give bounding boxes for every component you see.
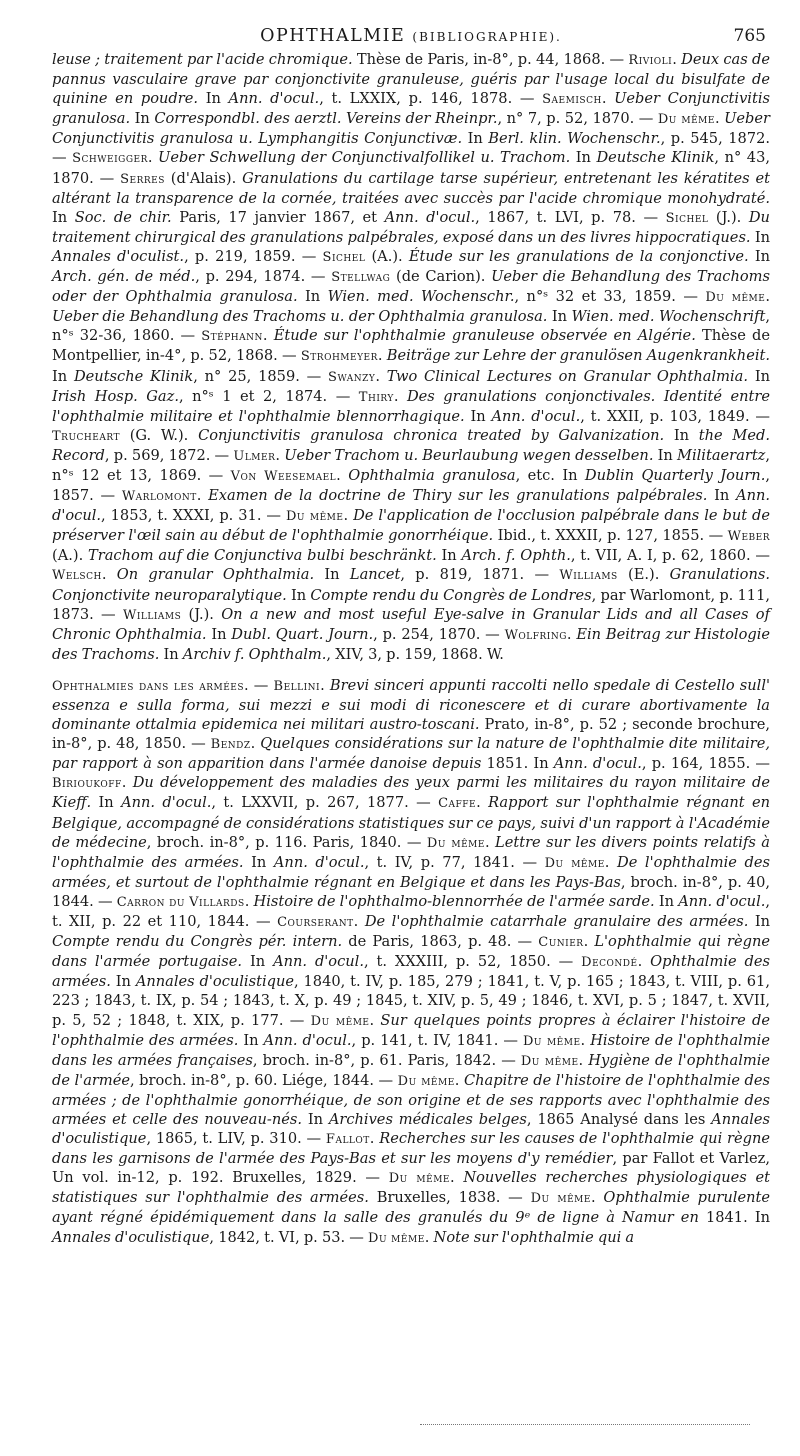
reference-text: . [336, 466, 349, 484]
title-text: Two Clinical Lectures on Granular Ophthalmia. [386, 367, 755, 385]
title-text: Ueber Conjunctivitis granulosa u. Lymphangitis Conjunctivæ. [52, 110, 771, 148]
title-text: Arch. f. Ophth. [461, 547, 571, 565]
title-text: Annales d'oculistique [52, 1228, 210, 1246]
reference-text: , p. 164, 1855. — [641, 755, 770, 773]
title-text: Ueber Schwellung der Conjunctivalfollikel u. Trachom. [158, 149, 576, 167]
title-text: Recherches sur les causes de l'ophthalmie qui règne dans les garnisons de l'armée des Pays-Bas et sur les moyens d'y remédier [52, 1130, 771, 1168]
title-text: Irish Hosp. Gaz. [52, 387, 179, 405]
title-text: Dubl. Quart. Journ. [231, 625, 374, 643]
reference-text: , t. VII, A. I, p. 62, 1860. — [570, 547, 771, 565]
reference-text: In [205, 90, 229, 108]
title-text: Ann. d'ocul. [491, 407, 581, 425]
reference-text: , 1867, t. LVI, p. 78. — [475, 208, 666, 226]
reference-text: . [578, 1051, 589, 1069]
reference-text: . [196, 487, 209, 505]
reference-text: In [714, 487, 737, 505]
reference-text: . [476, 794, 489, 812]
title-text: Étude sur l'ophthalmie granuleuse observée en Algérie. [273, 327, 702, 345]
title-text: Chapitre de l'histoire de l'ophthalmie des armées ; de l'ophthalmie gonorrhéique, de son origine et de ses rapports avec l'ophthalmie des armées et celle des nouveau-nés. [52, 1071, 771, 1128]
reference-text: , p. 294, 1874. — [195, 268, 332, 286]
author-name: Ophthalmies dans les armées [52, 678, 245, 694]
reference-text: In [243, 1031, 264, 1049]
title-text: Trachom auf die Conjunctiva bulbi beschränkt. [87, 547, 442, 565]
author-name: Welsch [52, 568, 102, 584]
title-text: Lancet [349, 566, 401, 584]
reference-text: In [324, 566, 350, 584]
title-text: Ann. d'ocul. [553, 755, 642, 773]
reference-text: (E.). [617, 566, 670, 584]
reference-text: , broch. in-8°, p. 40, 1844. — [52, 873, 770, 910]
reference-text: . [375, 367, 387, 385]
title-text: Compte rendu du Congrès de Londres [310, 586, 592, 604]
title-text: Archives médicales belges [328, 1110, 527, 1128]
title-text: On granular Ophthalmia. [116, 566, 325, 584]
author-name: Cunier [538, 935, 584, 951]
reference-text: , 1840, t. IV, p. 185, 279 ; 1841, t. V, p. 165 ; 1843, t. VIII, p. 61, 223 ; 1843, t. IX, p. 54 ; 1843, t. X, p. 49 ; 1845, t. XIV, p. 5, 49 ; 1846, t. XVI, p. 5 ; 1847, t. XVII, p. 5, 52 ; 1848, t. XIX, p. 177. — [52, 973, 770, 1029]
title-text: Du traitement chirurgical des granulations palpébrales, exposé dans un des livres hippocratiques. [52, 208, 770, 246]
title-text: Soc. de chir. [74, 208, 172, 226]
reference-text: . [250, 735, 261, 753]
bibliography-section-armees [52, 676, 770, 1248]
author-name: Stéphann [201, 329, 263, 345]
author-name: Thiry [358, 389, 394, 405]
title-text: leuse ; traitement par l'acide chromique. [52, 51, 357, 68]
title-text: Rapport sur l'ophthalmie régnant en Belgique, accompagné de considérations statistiques sur ce pays, suivi d'un rapport à l'Académie de médecine [52, 794, 771, 851]
author-name: Trucheart [52, 428, 120, 444]
reference-text: , n°ˢ 12 et 13, 1869. — [52, 446, 771, 484]
reference-text: . [454, 1071, 464, 1089]
title-text: L'ophthalmie qui règne dans l'armée portugaise. [52, 933, 771, 971]
footer-rule [420, 1424, 750, 1425]
reference-text: . [343, 507, 354, 525]
reference-text: , n°ˢ 32-36, 1860. — [52, 308, 770, 345]
author-name: Carron du Villards [116, 894, 245, 910]
title-text: Archiv f. Ophthalm. [182, 645, 327, 663]
reference-text: . [377, 347, 387, 365]
reference-text: . [583, 933, 595, 951]
reference-text: , 1857. — [52, 466, 770, 505]
reference-text: (G. W.). [119, 426, 199, 444]
reference-text: In [441, 547, 462, 565]
reference-text: In [251, 853, 274, 871]
running-head [52, 22, 770, 50]
reference-text: , n° 43, 1870. — [52, 149, 770, 187]
author-name: Sichel [665, 210, 709, 226]
reference-text: In [657, 446, 678, 464]
reference-text: , 1842, t. VI, p. 53. — [209, 1228, 369, 1246]
author-name: Du même [520, 1053, 579, 1069]
reference-text: . [424, 1228, 434, 1246]
title-text: Hygiène de l'ophthalmie de l'armée [52, 1051, 770, 1089]
title-text: Ueber Conjunctivitis granulosa. [52, 90, 770, 128]
author-name: Bendz [210, 737, 251, 753]
reference-text: . — [244, 676, 274, 694]
title-text: Granulations du cartilage tarse supérieur, entretenant les kératites et altérant la transparence de la cornée, traitées avec succès par l'acide chromique monohydraté. [52, 169, 770, 207]
author-name: Decondé [581, 955, 638, 971]
reference-text: , t. XII, p. 22 et 110, 1844. — [52, 892, 771, 931]
reference-text: In [673, 426, 699, 444]
title-text: Berl. klin. Wochenschr. [488, 130, 661, 148]
author-name: Serres [120, 171, 165, 187]
title-text: Brevi sinceri appunti raccolti nello spedale di Cestello sull' essenza e sulla forma, sui mezzi e sui modi di riconescere et di curare abortivamente la dominante ottalmia epidemica nei militari austro-toscani. [52, 676, 771, 734]
reference-text: . [320, 676, 330, 694]
reference-text: . [601, 90, 615, 108]
reference-text: In [658, 892, 679, 910]
title-text: Histoire de l'ophthalmie dans les armées françaises [52, 1031, 770, 1069]
reference-text: , n°ˢ 32 et 33, 1859. — [514, 288, 706, 306]
reference-text: In [470, 407, 492, 425]
author-name: Saemisch [542, 92, 602, 108]
title-text: Beiträge zur Lehre der granulösen Augenkrankheit. [386, 347, 770, 365]
reference-text: . [484, 833, 496, 851]
author-name: Strohmeyer [300, 349, 378, 365]
reference-text: In [115, 973, 136, 991]
reference-text: (d'Alais). [164, 169, 243, 187]
author-name: Sichel [322, 249, 366, 265]
reference-text: . [369, 1130, 380, 1148]
reference-text: , broch. in-8°, p. 61. Paris, 1842. — [252, 1051, 521, 1069]
reference-text: , par Fallot et Varlez, Un vol. in-12, p. 192. Bruxelles, 1829. — [52, 1150, 771, 1187]
reference-text: . [101, 566, 117, 584]
reference-text: In [754, 228, 770, 246]
reference-text: In [290, 586, 311, 604]
reference-text: , 1865, t. LIV, p. 310. — [146, 1130, 326, 1148]
reference-text: , p. 819, 1871. — [400, 566, 560, 584]
title-text: Correspondbl. des aerztl. Vereins der Rheinpr. [154, 110, 498, 128]
reference-text: In [249, 953, 274, 971]
title-text: Ueber die Behandlung des Trachoms u. der Ophthalmia granulosa. [52, 308, 552, 326]
reference-text: In [754, 367, 770, 385]
reference-text: In [134, 110, 155, 128]
reference-text: , 1865 Analysé dans les [526, 1110, 712, 1128]
running-subtitle: (BIBLIOGRAPHIE). [412, 30, 562, 44]
title-text: Annales d'oculistique [52, 1110, 771, 1148]
title-text: the Med. Record [52, 426, 770, 464]
title-text: Étude sur les granulations de la conjonctive. [408, 247, 755, 265]
bibliography-entries [52, 50, 770, 1248]
reference-text: . [353, 913, 365, 931]
title-text: Nouvelles recherches physiologiques et statistiques sur l'ophthalmie des armées. [52, 1169, 770, 1207]
title-text: Ann. d'ocul. [263, 1031, 352, 1049]
author-name: Schweigger [72, 151, 148, 167]
bibliography-section-trachoma [52, 50, 770, 664]
author-name: Du même [397, 1073, 455, 1089]
reference-text: , p. 545, 1872. — [52, 130, 770, 167]
reference-text: . [580, 1031, 591, 1049]
author-name: Du même [285, 509, 344, 525]
reference-text: Prato, in-8°, p. 52 ; seconde brochure, in-8°, p. 48, 1850. — [52, 716, 770, 753]
reference-text: de Paris, 1863, p. 48. — [348, 933, 539, 951]
author-name: Swanzy [328, 369, 376, 385]
title-text: De l'ophthalmie catarrhale granulaire des armées. [364, 913, 755, 931]
author-name: Du même [368, 1230, 425, 1246]
title-text: Ann. d'ocul. [273, 953, 364, 971]
reference-text: In [754, 247, 771, 265]
reference-text: In [98, 794, 122, 812]
reference-text: , n°ˢ 1 et 2, 1874. — [178, 387, 359, 405]
title-text: Sur quelques points propres à éclairer l'histoire de l'ophthalmie des armées. [52, 1011, 770, 1049]
page-number: 765 [733, 26, 766, 46]
reference-text: , broch. in-8°, p. 116. Paris, 1840. — [146, 833, 427, 851]
reference-text: , XIV, 3, p. 159, 1868. W. [326, 645, 504, 663]
title-text: Ann. d'ocul. [273, 853, 365, 871]
reference-text: , n° 25, 1859. — [193, 367, 329, 385]
title-text: Conjunctivitis granulosa chronica treated by Galvanization. [198, 426, 674, 444]
reference-text: , t. XXXIII, p. 52, 1850. — [363, 953, 582, 971]
reference-text: (A.). [52, 547, 88, 565]
reference-text: (J.). [708, 208, 749, 226]
reference-text: In [551, 308, 572, 326]
reference-text: . [566, 625, 577, 643]
title-text: Lettre sur les divers points relatifs à l'ophthalmie des armées. [52, 833, 770, 871]
title-text: Dublin Quarterly Journ. [584, 466, 766, 484]
reference-text: (A.). [365, 247, 409, 265]
author-name: Williams [122, 607, 182, 623]
title-text: Wien. med. Wochenschr. [327, 288, 515, 306]
author-name: Ulmer [233, 448, 276, 464]
reference-text: . [450, 1169, 464, 1187]
reference-text: . [147, 149, 159, 167]
title-text: Ophthalmia granulosa [348, 466, 516, 484]
reference-text: . [275, 446, 285, 464]
reference-text: , p. 254, 1870. — [373, 625, 505, 643]
author-name: Stellwag [331, 270, 391, 286]
title-text: Ann. d'ocul. [384, 208, 476, 226]
title-text: Ueber die Behandlung des Trachoms oder der Ophthalmia granulosa. [52, 268, 770, 306]
reference-text: , p. 141, t. IV, 1841. — [351, 1031, 523, 1049]
reference-text: . [121, 774, 133, 792]
reference-text: , 1853, t. XXXI, p. 31. — [101, 507, 286, 525]
running-title: OPHTHALMIE [260, 26, 406, 46]
title-text: Des granulations conjonctivales. Identité entre l'ophthalmie militaire et l'ophthalmie blennorrhagique. [52, 387, 770, 425]
reference-text: (J.). [181, 605, 222, 623]
author-name: Courserant [277, 915, 354, 931]
title-text: Wien. med. Wochenschrift [571, 308, 766, 326]
author-name: Fallot [325, 1132, 370, 1148]
title-text: Deutsche Klinik [596, 149, 715, 167]
reference-text: Thèse de Paris, in-8°, p. 44, 1868. — [356, 51, 629, 68]
author-name: Du même [530, 1191, 591, 1207]
author-name: Weber [727, 529, 771, 545]
title-text: Deux cas de pannus vasculaire grave par conjonctivite granuleuse, guéris par l'usage local du bisulfate de quinine en poudre. [52, 51, 770, 108]
title-text: Quelques considérations sur la nature de l'ophthalmie dite militaire, par rapport à son apparition dans l'armée danoise depuis [52, 735, 770, 773]
author-name: Rivioli [628, 53, 673, 68]
title-text: De l'ophthalmie des armées, et surtout de l'ophthalmie régnant en Belgique et dans les Pays-Bas [52, 853, 770, 891]
author-name: Du même [544, 855, 605, 871]
author-name: Du même [522, 1033, 581, 1049]
title-text: Granulations. Conjonctivite neuroparalytique. [52, 566, 770, 604]
title-text: Ann. d'ocul. [678, 892, 766, 910]
reference-text: . [393, 387, 407, 405]
reference-text: , n° 7, p. 52, 1870. — [497, 110, 658, 128]
reference-text: . [262, 327, 274, 345]
reference-text: In [754, 913, 771, 931]
title-text: Deutsche Klinik [73, 367, 194, 385]
reference-text: , p. 219, 1859. — [184, 247, 323, 265]
reference-text: , broch. in-8°, p. 60. Liége, 1844. — [130, 1071, 398, 1089]
reference-text: Paris, 17 janvier 1867, et [171, 208, 385, 226]
reference-text: (de Carion). [390, 268, 492, 286]
reference-text: , t. LXXIX, p. 146, 1878. — [319, 90, 543, 108]
author-name: Bellini [273, 678, 321, 694]
reference-text: Ibid., t. XXXII, p. 127, 1855. — [497, 527, 728, 545]
title-text: Histoire de l'ophthalmo-blennorrhée de l'armée sarde. [253, 892, 659, 910]
author-name: Du même [426, 835, 485, 851]
reference-text: In [307, 1110, 329, 1128]
reference-text: In [305, 288, 328, 306]
reference-text: Bruxelles, 1838. — [376, 1189, 531, 1207]
title-text: Ein Beitrag zur Histologie des Trachoms. [52, 625, 771, 663]
reference-text: , t. IV, p. 77, 1841. — [364, 853, 545, 871]
reference-text: . [672, 51, 682, 68]
title-text: Ann. d'ocul. [228, 90, 320, 108]
reference-text: . [590, 1189, 604, 1207]
reference-text: . [714, 110, 725, 128]
author-name: Du même [705, 290, 766, 306]
reference-text: 1841. In [705, 1209, 770, 1227]
title-text: Arch. gén. de méd. [52, 268, 196, 286]
reference-text: . [637, 953, 651, 971]
title-text: Ophthalmie des armées. [52, 953, 770, 991]
title-text: Ann. d'ocul. [52, 487, 771, 525]
title-text: De l'application de l'occlusion palpébrale dans le but de préserver l'œil sain au début de l'ophthalmie gonorrhéique. [52, 507, 771, 545]
author-name: Caffe [438, 796, 477, 812]
title-text: Annales d'oculistique [135, 973, 294, 991]
author-name: Warlomont [121, 489, 197, 505]
reference-text: , par Warlomont, p. 111, 1873. — [52, 586, 770, 623]
reference-text: , etc. In [515, 466, 585, 484]
reference-text: In [211, 625, 232, 643]
reference-text: In [52, 208, 75, 226]
author-name: Von Weesemael [230, 468, 337, 484]
title-text: Ann. d'ocul. [121, 794, 212, 812]
reference-text: , t. LXXVII, p. 267, 1877. — [211, 794, 439, 812]
reference-text: . [244, 892, 254, 910]
reference-text: . [604, 853, 618, 871]
author-name: Du même [657, 112, 715, 128]
reference-text: In [163, 645, 183, 663]
reference-text: In [52, 367, 74, 385]
title-text: Du développement des maladies des yeux parmi les militaires du rayon militaire de Kieff. [52, 774, 770, 812]
author-name: Williams [559, 568, 618, 584]
reference-text: , p. 569, 1872. — [104, 446, 234, 464]
title-text: Ophthalmie purulente ayant régné épidémiquement dans la salle des granulés du 9ᵉ de ligne à Namur en [52, 1189, 770, 1227]
author-name: Birioukoff [52, 776, 122, 792]
reference-text: , t. XXII, p. 103, 1849. — [580, 407, 770, 425]
author-name: Wolfring [504, 627, 567, 643]
reference-text: In [467, 130, 489, 148]
title-text: On a new and most useful Eye-salve in Granular Lids and all Cases of Chronic Ophthalmia. [52, 605, 770, 643]
title-text: Compte rendu du Congrès pér. intern. [52, 933, 349, 951]
author-name: Du même [388, 1171, 450, 1187]
reference-text: In [575, 149, 597, 167]
reference-text: . [765, 288, 770, 306]
author-name: Du même [310, 1013, 370, 1029]
reference-text: Thèse de Montpellier, in-4°, p. 52, 1868. — [52, 327, 771, 365]
title-text: Militaerartz [677, 446, 766, 464]
reference-text: . [369, 1011, 381, 1029]
title-text: Annales d'oculist. [52, 247, 185, 265]
title-text: Examen de la doctrine de Thiry sur les granulations palpébrales. [208, 487, 715, 505]
reference-text: 1851. In [486, 755, 554, 773]
title-text: Note sur l'ophthalmie qui a [433, 1228, 635, 1246]
title-text: Ueber Trachom u. Beurlaubung wegen desselben. [284, 446, 658, 464]
